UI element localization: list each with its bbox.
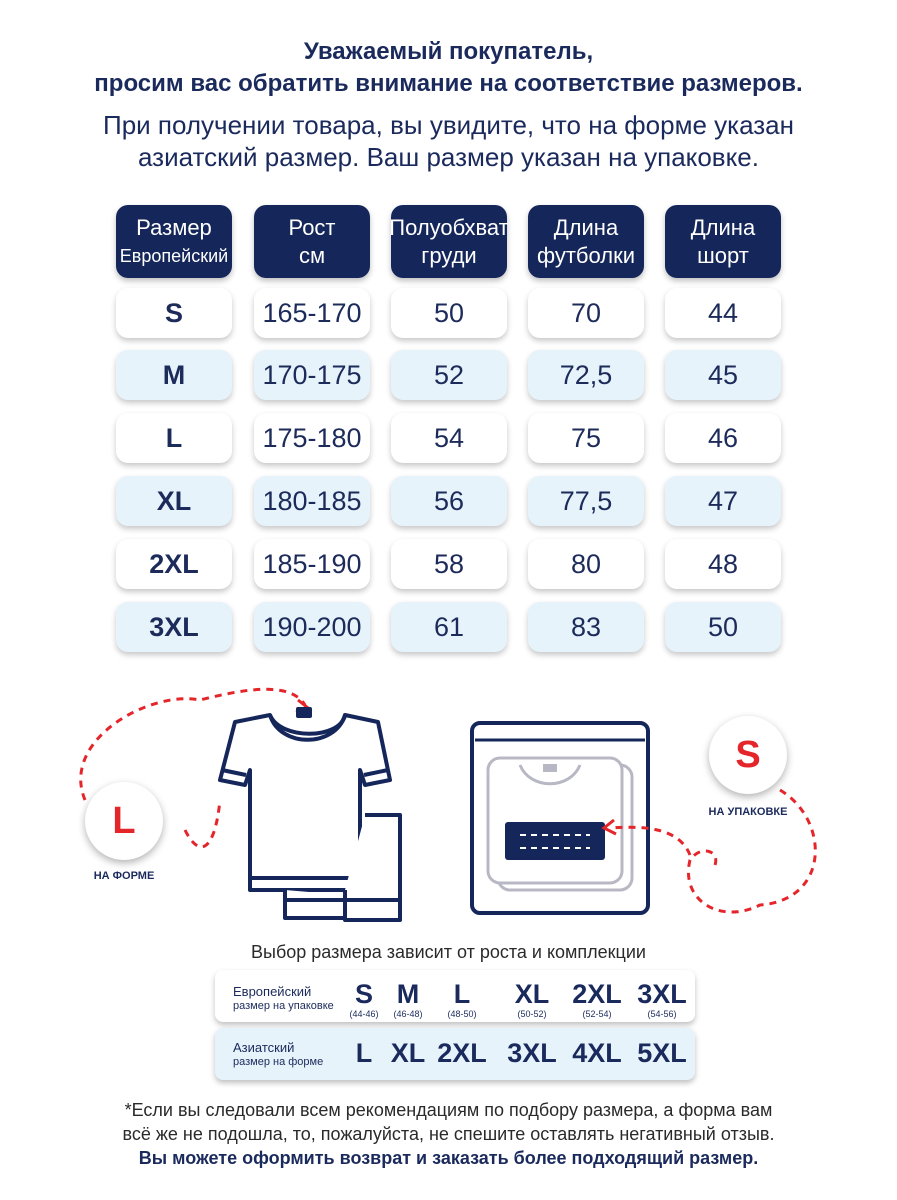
euro-size-badge: S [709,716,787,794]
euro-size-value: XL [514,979,550,1009]
asian-row-label: Азиатский размер на форме [233,1040,324,1068]
table-cell: 54 [391,413,507,463]
size-caption: Выбор размера зависит от роста и комплекции [251,942,646,962]
table-cell: 47 [665,476,781,526]
table-cell: 45 [665,350,781,400]
table-cell: 170-175 [254,350,370,400]
euro-size-value: 2XL [572,979,622,1009]
header-cell: Полуобхват груди [391,205,507,278]
size-cell: S [116,288,232,338]
footer-line-1: *Если вы следовали всем рекомендациям по подбору размера, а форма вам [124,1100,773,1120]
euro-size-value: L [453,979,471,1009]
table-cell: 80 [528,539,644,589]
euro-size-caption: НА УПАКОВКЕ [708,806,788,818]
euro-size-range: (46-48) [393,1009,423,1019]
asian-size-value: 2XL [437,1038,487,1068]
header-cell: Размер Европейский [116,205,232,278]
euro-size-range: (54-56) [647,1009,677,1019]
asian-size-badge: L [85,782,163,860]
tshirt-icon [220,709,400,920]
size-cell: 2XL [116,539,232,589]
euro-size-range: (48-50) [447,1009,477,1019]
table-cell: 50 [391,288,507,338]
euro-size-value: S [354,979,373,1009]
table-cell: 83 [528,602,644,652]
table-cell: 46 [665,413,781,463]
euro-row-label: Европейский размер на упаковке [233,984,334,1012]
size-cell: 3XL [116,602,232,652]
asian-size-caption: НА ФОРМЕ [93,870,155,882]
table-cell: 175-180 [254,413,370,463]
asian-size-value: L [355,1038,373,1068]
heading-line-1: Уважаемый покупатель, [303,38,594,65]
table-cell: 72,5 [528,350,644,400]
subheading-line-1: При получении товара, вы увидите, что на форме указан [103,110,794,140]
asian-size-value: 3XL [507,1038,557,1068]
asian-size-value: 4XL [572,1038,622,1068]
table-cell: 180-185 [254,476,370,526]
euro-size-value: 3XL [637,979,687,1009]
header-cell: Рост см [254,205,370,278]
size-cell: L [116,413,232,463]
footer-line-2: всё же не подошла, то, пожалуйста, не спешите оставлять негативный отзыв. [122,1124,775,1144]
footer-line-3: Вы можете оформить возврат и заказать более подходящий размер. [138,1148,759,1168]
euro-size-range: (50-52) [517,1009,547,1019]
table-cell: 50 [665,602,781,652]
table-cell: 58 [391,539,507,589]
table-cell: 70 [528,288,644,338]
header-cell: Длина футболки [528,205,644,278]
table-cell: 52 [391,350,507,400]
table-cell: 190-200 [254,602,370,652]
asian-size-value: 5XL [637,1038,687,1068]
size-cell: M [116,350,232,400]
header-cell: Длина шорт [665,205,781,278]
subheading-line-2: азиатский размер. Ваш размер указан на упаковке. [138,142,759,172]
asian-size-value: XL [390,1038,426,1068]
package-icon [472,723,648,913]
table-cell: 61 [391,602,507,652]
euro-size-range: (52-54) [582,1009,612,1019]
table-cell: 185-190 [254,539,370,589]
table-cell: 77,5 [528,476,644,526]
table-cell: 44 [665,288,781,338]
table-cell: 48 [665,539,781,589]
table-cell: 165-170 [254,288,370,338]
euro-size-range: (44-46) [349,1009,379,1019]
euro-size-value: M [396,979,420,1009]
table-cell: 75 [528,413,644,463]
size-cell: XL [116,476,232,526]
heading-line-2: просим вас обратить внимание на соответствие размеров. [94,70,803,97]
table-cell: 56 [391,476,507,526]
